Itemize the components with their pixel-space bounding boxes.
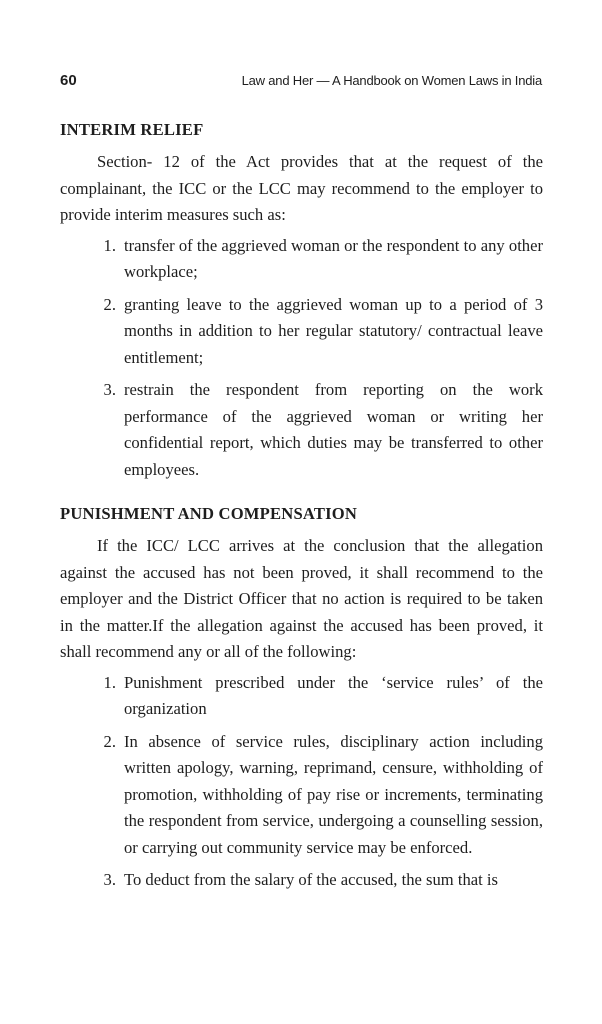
section-spacer <box>60 489 543 501</box>
section-paragraph: If the ICC/ LCC arrives at the conclusion that the allegation against the accused has not been proved, it shall recommend to the employer and the District Officer that no action is required to be taken in the matter.If the allegation against the accused has been proved, it shall recommend any or all of the following: <box>60 536 543 661</box>
page-number: 60 <box>60 72 77 89</box>
section-paragraph: Section- 12 of the Act provides that at the request of the complainant, the ICC or the LCC may recommend to the employer to provide interim measures such as: <box>60 152 543 224</box>
list-item-text: To deduct from the salary of the accused, the sum that is <box>124 870 498 889</box>
section-interim-relief <box>60 117 543 483</box>
list-item-text: restrain the respondent from reporting on the work performance of the aggrieved woman or writing her confidential report, which duties may be transferred to other employees. <box>124 380 543 479</box>
section-heading: PUNISHMENT AND COMPENSATION <box>60 504 358 523</box>
section-heading: INTERIM RELIEF <box>60 120 204 139</box>
list-item-number: 2. <box>103 294 116 314</box>
list-item-text: transfer of the aggrieved woman or the respondent to any other workplace; <box>124 235 543 281</box>
page-content <box>60 117 543 900</box>
numbered-list <box>60 670 543 894</box>
list-item-number: 1. <box>103 672 116 692</box>
list-item <box>60 292 543 372</box>
list-item-number: 3. <box>103 870 116 889</box>
list-item-text: Punishment prescribed under the ‘service rules’ of the organization <box>124 672 543 718</box>
list-item <box>60 867 543 894</box>
numbered-list <box>60 233 543 484</box>
list-item-number: 2. <box>103 731 116 751</box>
list-item <box>60 233 543 286</box>
running-title: Law and Her — A Handbook on Women Laws in India <box>241 73 542 88</box>
list-item-number: 1. <box>103 235 116 255</box>
list-item-text: granting leave to the aggrieved woman up to a period of 3 months in addition to her regular statutory/ contractual leave entitlement; <box>124 294 543 367</box>
section-punishment-and-compensation <box>60 501 543 894</box>
list-item <box>60 670 543 723</box>
list-item-number: 3. <box>103 380 116 399</box>
list-item-text: In absence of service rules, disciplinary action including written apology, warning, reprimand, censure, withholding of promotion, withholding of pay rise or increments, terminating the respondent from service, undergoing a counselling session, or carrying out community service may be enforced. <box>124 731 543 857</box>
list-item <box>60 729 543 862</box>
list-item <box>60 377 543 483</box>
page-header <box>60 72 542 92</box>
